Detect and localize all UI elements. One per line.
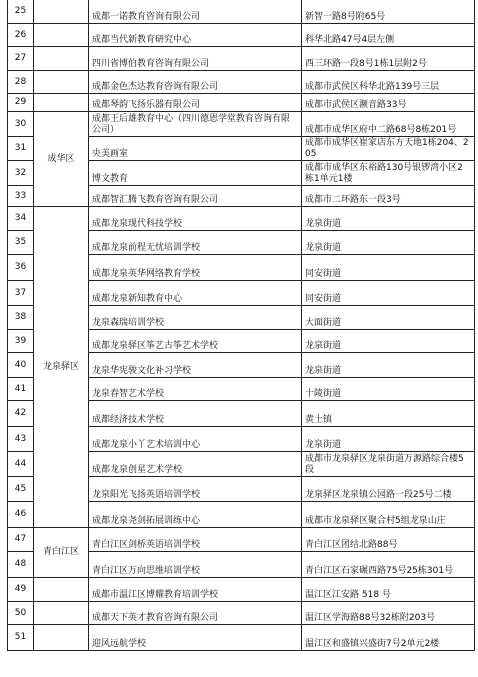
institution-address: 大面街道 <box>302 306 475 330</box>
district-cell: 青白江区 <box>34 528 89 578</box>
row-number: 33 <box>8 186 34 207</box>
institution-name: 青白江区剑桥英语培训学校 <box>89 528 302 552</box>
table-row <box>8 578 475 602</box>
institution-name: 成都王后雄教育中心（四川德恩学堂教育咨询有限公司） <box>89 112 302 137</box>
district-cell <box>34 71 89 94</box>
institution-address: 成都市成华区崔家店东方天地1栋204、205 <box>302 137 475 161</box>
row-number: 29 <box>8 94 34 112</box>
institution-name: 成都当代新教育研究中心 <box>89 24 302 47</box>
table-row <box>8 112 475 137</box>
institution-name: 成都龙泉尧剑拓展训练中心 <box>89 502 302 528</box>
institution-name: 龙泉华宪骏文化补习学校 <box>89 353 302 378</box>
institution-address: 龙泉驿区龙泉镇公园路一段25号二楼 <box>302 477 475 502</box>
table-row <box>8 207 475 231</box>
table-row <box>8 625 475 651</box>
institution-address: 十陵街道 <box>302 378 475 401</box>
row-number: 36 <box>8 255 34 281</box>
institution-name: 龙泉森瑞培训学校 <box>89 306 302 330</box>
row-number: 37 <box>8 281 34 306</box>
institution-name: 成都龙泉小丫艺术培训中心 <box>89 427 302 452</box>
institution-name: 成都市温江区博耀教育培训学校 <box>89 578 302 602</box>
table-row <box>8 24 475 47</box>
institution-address: 新智一路8号附65号 <box>302 0 475 24</box>
institution-address: 龙泉街道 <box>302 231 475 255</box>
institution-address: 温江区学海路88号32栋附203号 <box>302 602 475 625</box>
row-number: 27 <box>8 47 34 71</box>
institution-address: 成都市武侯区濒音路33号 <box>302 94 475 112</box>
row-number: 39 <box>8 330 34 353</box>
row-number: 47 <box>8 528 34 552</box>
institution-address: 科华北路47号4层左侧 <box>302 24 475 47</box>
institution-address: 青白江区石家碾西路75号25栋301号 <box>302 552 475 578</box>
district-cell <box>34 602 89 625</box>
institution-name: 成都一诺教育咨询有限公司 <box>89 0 302 24</box>
institution-name: 青白江区万向思维培训学校 <box>89 552 302 578</box>
institution-address: 温江区江安路 518 号 <box>302 578 475 602</box>
row-number: 28 <box>8 71 34 94</box>
row-number: 49 <box>8 578 34 602</box>
table-row <box>8 47 475 71</box>
institution-name: 博文教育 <box>89 161 302 186</box>
row-number: 32 <box>8 161 34 186</box>
table-row <box>8 0 475 24</box>
institution-name: 成都龙泉创星艺术学校 <box>89 452 302 477</box>
row-number: 38 <box>8 306 34 330</box>
row-number: 44 <box>8 452 34 477</box>
row-number: 43 <box>8 427 34 452</box>
institution-address: 龙泉街道 <box>302 427 475 452</box>
institution-name: 成都龙泉前程无忧培训学校 <box>89 231 302 255</box>
institution-address: 龙泉街道 <box>302 353 475 378</box>
table-row <box>8 602 475 625</box>
district-cell <box>34 0 89 24</box>
district-cell <box>34 625 89 651</box>
district-cell: 龙泉驿区 <box>34 207 89 528</box>
institution-name: 成都经济技术学校 <box>89 401 302 427</box>
row-number: 48 <box>8 552 34 578</box>
institution-address: 同安街道 <box>302 281 475 306</box>
institution-name: 成都天下英才教育咨询有限公司 <box>89 602 302 625</box>
institution-address: 成都市二环路东一段3号 <box>302 186 475 207</box>
row-number: 41 <box>8 378 34 401</box>
table-row <box>8 528 475 552</box>
district-cell: 成华区 <box>34 112 89 207</box>
institution-address: 温江区和盛镇兴盛街7号2单元2楼 <box>302 625 475 651</box>
institution-name: 成都金色杰达教育咨询有限公司 <box>89 71 302 94</box>
institution-name: 成都龙泉驿区筝艺古筝艺术学校 <box>89 330 302 353</box>
institution-name: 成都龙泉新知教育中心 <box>89 281 302 306</box>
institution-name: 成都琴韵飞扬乐器有限公司 <box>89 94 302 112</box>
row-number: 34 <box>8 207 34 231</box>
institution-address: 成都市武侯区科华北路139号三层 <box>302 71 475 94</box>
row-number: 46 <box>8 502 34 528</box>
district-cell <box>34 94 89 112</box>
institution-address: 成都市成华区东裕路130号银锣湾小区2栋1单元1楼 <box>302 161 475 186</box>
institution-address: 成都市龙泉驿区聚合村5组龙泉山庄 <box>302 502 475 528</box>
institution-address: 同安街道 <box>302 255 475 281</box>
row-number: 26 <box>8 24 34 47</box>
institution-address: 成都市龙泉驿区龙泉街道万源路综合楼5段 <box>302 452 475 477</box>
district-cell <box>34 24 89 47</box>
row-number: 45 <box>8 477 34 502</box>
row-number: 40 <box>8 353 34 378</box>
institution-address: 青白江区团结北路88号 <box>302 528 475 552</box>
institution-address: 西三环路一段8号1栋1层附2号 <box>302 47 475 71</box>
institution-address: 黄土镇 <box>302 401 475 427</box>
institution-name: 成都龙泉现代科技学校 <box>89 207 302 231</box>
row-number: 51 <box>8 625 34 651</box>
institution-address: 成都市成华区府中二路68号8栋201号 <box>302 112 475 137</box>
institution-name: 迎风远航学校 <box>89 625 302 651</box>
institution-name: 四川省博伯教育咨询有限公司 <box>89 47 302 71</box>
district-cell <box>34 47 89 71</box>
table-row <box>8 94 475 112</box>
row-number: 31 <box>8 137 34 161</box>
institution-table <box>7 0 475 651</box>
row-number: 50 <box>8 602 34 625</box>
row-number: 30 <box>8 112 34 137</box>
district-cell <box>34 578 89 602</box>
institution-address: 龙泉街道 <box>302 330 475 353</box>
institution-name: 成都龙泉英华网络教育学校 <box>89 255 302 281</box>
row-number: 42 <box>8 401 34 427</box>
institution-name: 龙泉春智艺术学校 <box>89 378 302 401</box>
row-number: 25 <box>8 0 34 24</box>
table-body <box>8 0 475 651</box>
institution-name: 龙泉阳光飞扬英语培训学校 <box>89 477 302 502</box>
table-row <box>8 71 475 94</box>
institution-address: 龙泉街道 <box>302 207 475 231</box>
row-number: 35 <box>8 231 34 255</box>
institution-name: 央美画室 <box>89 137 302 161</box>
institution-name: 成都智汇腾飞教育咨询有限公司 <box>89 186 302 207</box>
